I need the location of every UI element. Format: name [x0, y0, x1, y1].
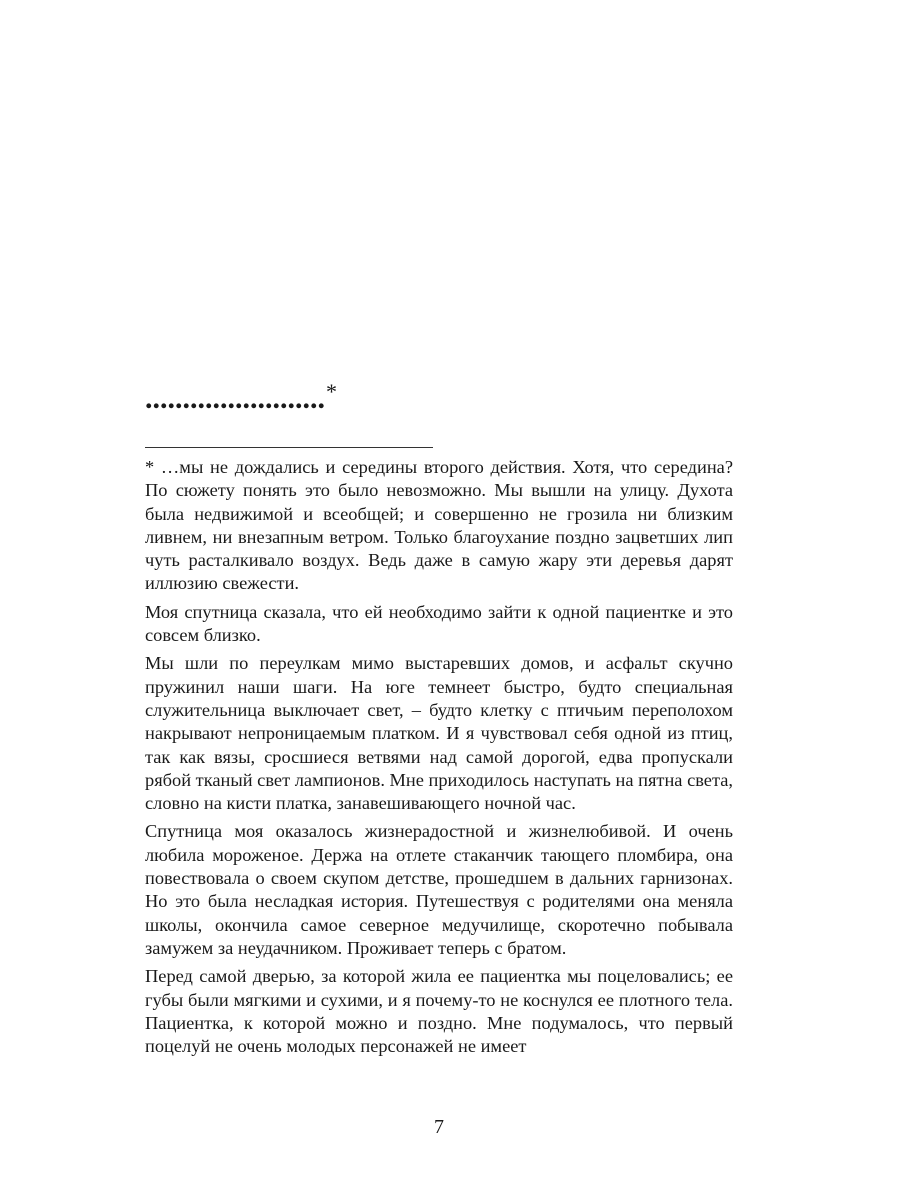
paragraph-2: Моя спутница сказала, что ей необходимо зайти к одной пациентке и это совсем близко.: [145, 601, 733, 646]
footnote-marker: *: [326, 379, 337, 404]
dotted-leader: ........................: [145, 382, 325, 415]
section-divider: [145, 372, 337, 419]
footnote-rule: [145, 447, 433, 448]
paragraph-1: * …мы не дождались и середины второго действия. Хотя, что середина? По сюжету понять это было невозможно. Мы вышли на улицу. Духота была недвижимой и всеобщей; и совершенно не грозила ни близким ливнем, ни внезапным ветром. Только благоухание поздно зацветших лип чуть расталкивало воздух. Ведь даже в самую жару эти деревья дарят иллюзию свежести.: [145, 457, 733, 594]
paragraph-5: Перед самой дверью, за которой жила ее пациентка мы поцеловались; ее губы были мягкими и сухими, и я почему-то не коснулся ее плотного тела. Пациентка, к которой можно и поздно. Мне подумалось, что первый поцелуй не очень молодых персонажей не имеет: [145, 966, 733, 1057]
paragraph-4: Спутница моя оказалось жизнерадостной и жизнелюбивой. И очень любила мороженое. Держа на отлете стаканчик тающего пломбира, она повествовала о своем скупом детстве, прошедшем в дальних гарнизонах. Но это была несладкая история. Путешествуя с родителями она меняла школы, окончила самое северное медучилище, скоротечно побывала замужем за неудачником. Проживает теперь с братом.: [145, 821, 733, 958]
body-text: [145, 456, 733, 1058]
paragraph-3: Мы шли по переулкам мимо выстаревших домов, и асфальт скучно пружинил наши шаги. На юге темнеет быстро, будто специальная служительница выключает свет, – будто клетку с птичьим переполохом накрывают непроницаемым платком. И я чувствовал себя одной из птиц, так как вязы, сросшиеся ветвями над самой дорогой, едва пропускали рябой тканый свет лампионов. Мне приходилось наступать на пятна света, словно на кисти платка, занавешивающего ночной час.: [145, 653, 733, 814]
page-number: 7: [434, 1116, 444, 1138]
